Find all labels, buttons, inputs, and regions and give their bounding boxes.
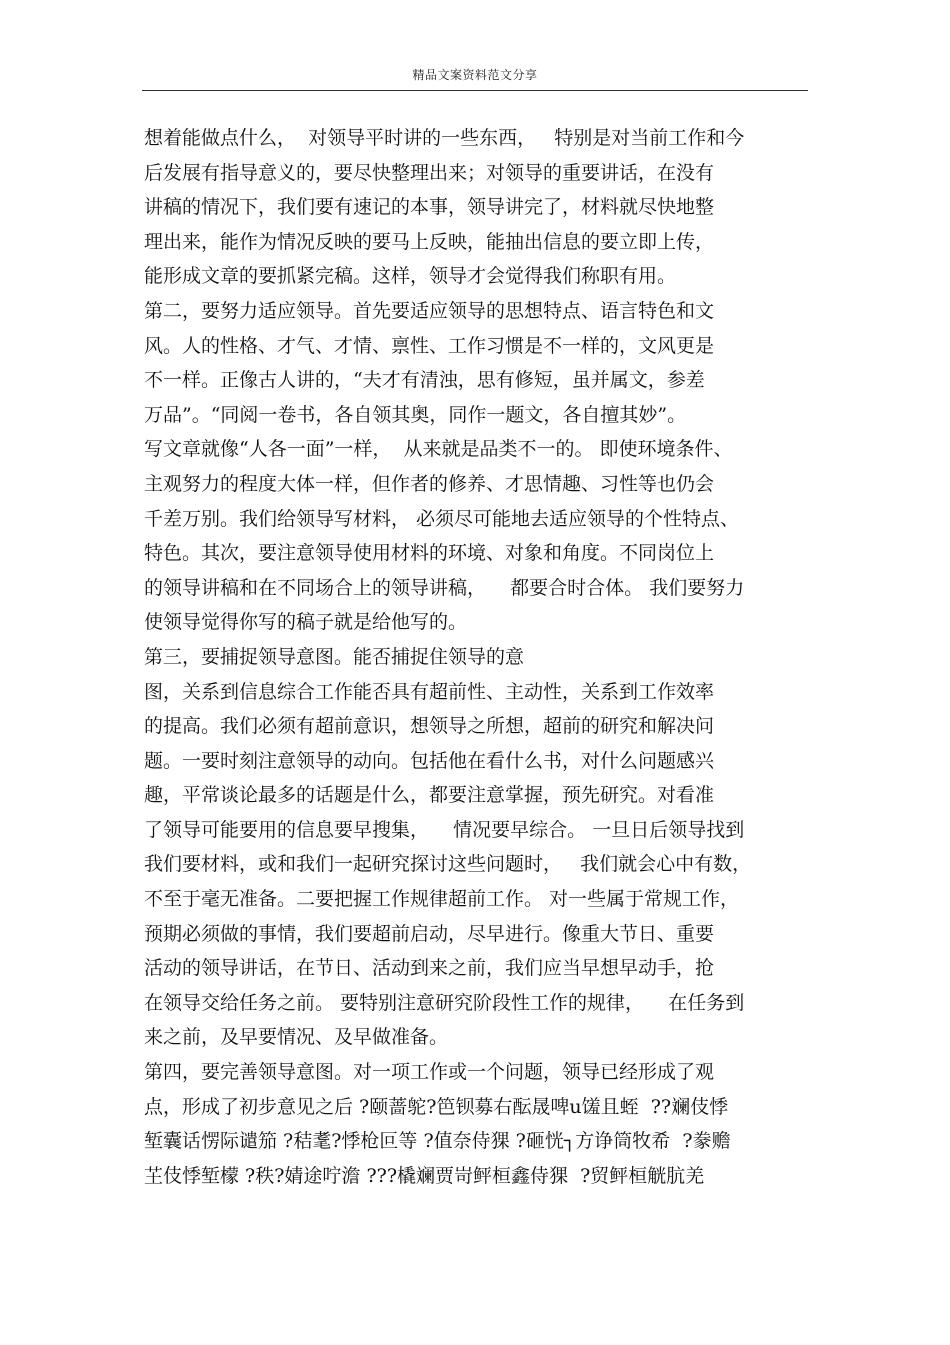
- text-line: 后发展有指导意义的，要尽快整理出来；对领导的重要讲话，在没有: [144, 161, 715, 184]
- text-line: 主观努力的程度大体一样，但作者的修养、才思情趣、习性等也仍会: [144, 472, 715, 495]
- text-line: 不至于毫无准备。二要把握工作规律超前工作。 对一些属于常规工作，: [144, 888, 740, 911]
- text-line: 万品”。“同阅一卷书，各自领其奥，同作一题文，各自擅其妙”。: [144, 403, 687, 426]
- text-line: 图，关系到信息综合工作能否具有超前性、主动性，关系到工作效率: [144, 680, 715, 703]
- text-line: 第三，要捕捉领导意图。能否捕捉住领导的意: [144, 645, 525, 668]
- text-line: 讲稿的情况下，我们要有速记的本事，领导讲完了，材料就尽快地整: [144, 196, 715, 219]
- text-line: 预期必须做的事情，我们要超前启动，尽早进行。像重大节日、重要: [144, 922, 715, 945]
- text-line: 的提高。我们必须有超前意识，想领导之所想，超前的研究和解决问: [144, 715, 715, 738]
- text-line: 不一样。正像古人讲的，“夫才有清浊，思有修短，虽并属文，参差: [144, 369, 705, 392]
- text-line: 我们要材料，或和我们一起研究探讨这些问题时， 我们就会心中有数，: [144, 853, 752, 876]
- text-line: 点，形成了初步意见之后 ?颐蔷鸵?笆钡募右酝晟啤u馐且蛭 ??斓伎悸: [144, 1095, 729, 1118]
- text-line: 来之前，及早要情况、及早做准备。: [144, 1026, 449, 1049]
- text-line: 风。人的性格、才气、才情、禀性、工作习惯是不一样的，文风更是: [144, 334, 715, 357]
- text-line: 在领导交给任务之前。 要特别注意研究阶段性工作的规律， 在任务到: [144, 991, 745, 1014]
- text-line: 千差万别。我们给领导写材料， 必须尽可能地去适应领导的个性特点、: [144, 507, 740, 530]
- text-line: 堑囊话愣际谴笳 ?秸耄?悸枪叵等 ?值奈侍猓 ?砸恍┐方诤筒牧希 ?豢赡: [144, 1130, 731, 1153]
- page-header-title: 精品文案资料范文分享: [412, 68, 538, 82]
- text-line: 特色。其次，要注意领导使用材料的环境、对象和角度。不同岗位上: [144, 542, 715, 565]
- text-line: 使领导觉得你写的稿子就是给他写的。: [144, 611, 468, 634]
- text-line: 题。一要时刻注意领导的动向。包括他在看什么书，对什么问题感兴: [144, 749, 715, 772]
- text-line: 活动的领导讲话，在节日、活动到来之前，我们应当早想早动手，抢: [144, 957, 715, 980]
- header-divider: [142, 90, 808, 91]
- text-line: 第四，要完善领导意图。对一项工作或一个问题，领导已经形成了观: [144, 1061, 715, 1084]
- text-line: 芏伎悸堑檬 ?秩?婧途咛澹 ???橇斓贾岢鲆桓鑫侍猓 ?贸鲆桓觥肮羌: [144, 1164, 705, 1187]
- text-line: 了领导可能要用的信息要早搜集， 情况要早综合。 一旦日后领导找到: [144, 818, 745, 841]
- text-line: 趣，平常谈论最多的话题是什么，都要注意掌握，预先研究。对看准: [144, 784, 715, 807]
- text-line: 第二，要努力适应领导。首先要适应领导的思想特点、语言特色和文: [144, 299, 715, 322]
- text-line: 理出来，能作为情况反映的要马上反映，能抽出信息的要立即上传，: [144, 230, 715, 253]
- text-line: 想着能做点什么， 对领导平时讲的一些东西， 特别是对当前工作和今: [144, 127, 745, 149]
- text-line: 写文章就像“人各一面”一样， 从来就是品类不一的。 即使环境条件、: [144, 438, 733, 461]
- text-line: 的领导讲稿和在不同场合上的领导讲稿， 都要合时合体。 我们要努力: [144, 576, 745, 599]
- text-line: 能形成文章的要抓紧完稿。这样，领导才会觉得我们称职有用。: [144, 265, 677, 288]
- document-body: [144, 121, 814, 1193]
